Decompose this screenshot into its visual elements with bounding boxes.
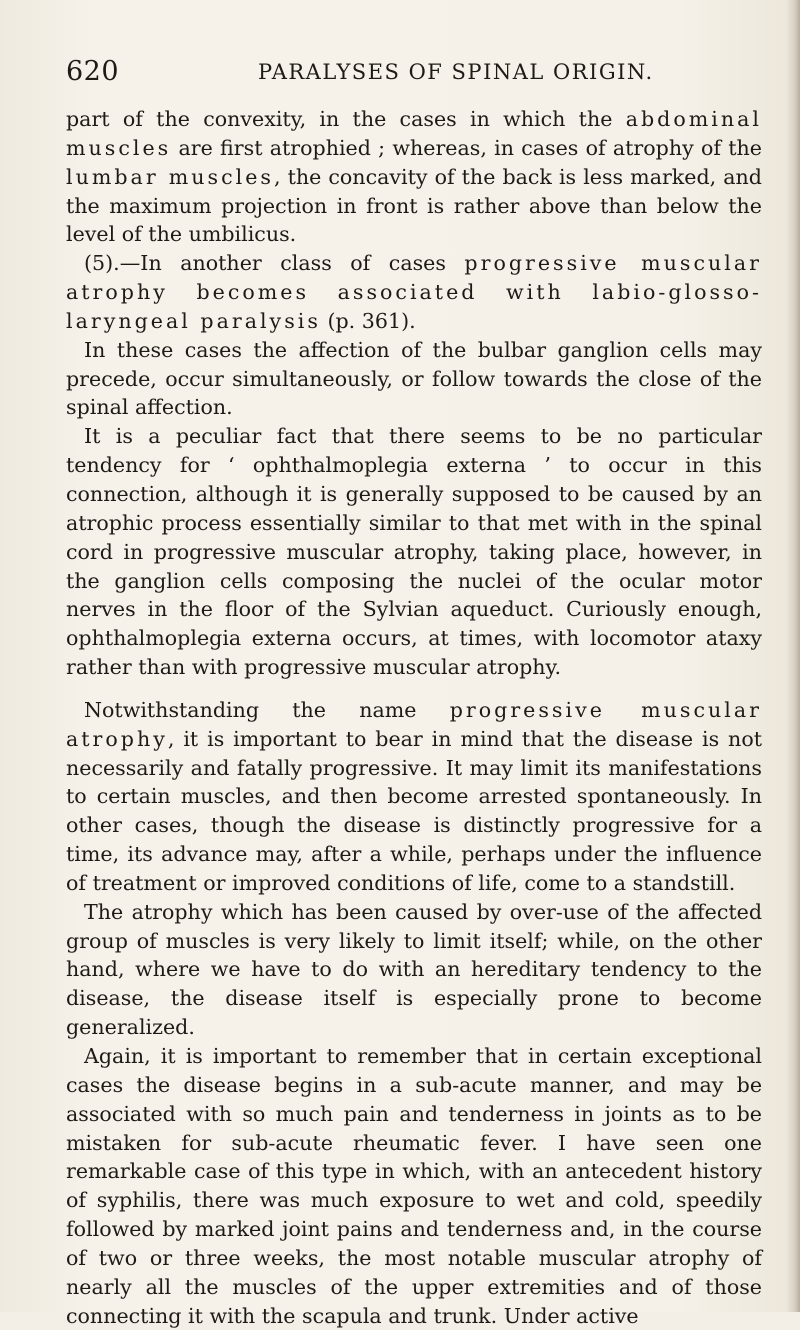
- page-number: 620: [66, 56, 120, 87]
- emphasis-abdominal-muscles: abdominal muscles: [66, 107, 762, 160]
- paragraph-5: Notwithstanding the name progressive muscular atrophy, it is important to bear in mind that the disease is not necessarily and fatally progressive. It may limit its manifestations to certain muscles, and then become arrested spontaneously. In other cases, though the disease is distinctly progressive for a time, its advance may, after a while, perhaps under the influence of treatment or improved conditions of life, come to a standstill.: [66, 697, 762, 895]
- paragraph-2: (5).—In another class of cases progressive muscular atrophy becomes associated with labio-glosso-laryngeal paralysis (p. 361).: [66, 251, 762, 333]
- emphasis-lumbar-muscles: lumbar muscles: [66, 164, 274, 189]
- paragraph-1: part of the convexity, in the cases in which the abdominal muscles are first atrophied ; whereas, in cases of atrophy of the lumbar muscles, the concavity of the back is less marked, and the maximum projection in front is rather above than below the level of the umbilicus.: [66, 107, 762, 247]
- emphasis-progressive-muscular-atrophy: progressive muscular atrophy: [66, 697, 762, 751]
- paragraph-7: Again, it is important to remember that in certain exceptional cases the disease begins in a sub-acute manner, and may be associated with so much pain and tenderness in joints as to be mistaken for sub-acute rheumatic fever. I have seen one remarkable case of this type in which, with an antecedent history of syphilis, there was much exposure to wet and cold, speedily followed by marked joint pains and tenderness and, in the course of two or three weeks, the most notable muscular atrophy of nearly all the muscles of the upper extremities and of those connecting it with the scapula and trunk. Under active: [66, 1044, 762, 1328]
- paragraph-6: The atrophy which has been caused by over-use of the affected group of muscles is very likely to limit itself; while, on the other hand, where we have to do with an hereditary tendency to the disease, the disease itself is especially prone to become generalized.: [66, 899, 762, 1040]
- paragraph-3: In these cases the affection of the bulbar ganglion cells may precede, occur simultaneously, or follow towards the close of the spinal affection.: [66, 337, 762, 420]
- page-header: [66, 56, 758, 90]
- body-text: [66, 105, 762, 1330]
- paragraph-4: It is a peculiar fact that there seems to be no particular tendency for ‘ ophthalmoplegia externa ’ to occur in this connection, although it is generally supposed to be caused by an atrophic process essentially similar to that met with in the spinal cord in progressive muscular atrophy, taking place, however, in the ganglion cells composing the nuclei of the ocular motor nerves in the floor of the Sylvian aqueduct. Curiously enough, ophthalmoplegia externa occurs, at times, with locomotor ataxy rather than with progressive muscular atrophy.: [66, 424, 762, 680]
- page-edge-shadow: [786, 0, 800, 1312]
- emphasis-associated-paralysis: progressive muscular atrophy becomes associated with labio-glosso-laryngeal paralysis: [66, 251, 762, 333]
- running-head: PARALYSES OF SPINAL ORIGIN.: [258, 60, 654, 84]
